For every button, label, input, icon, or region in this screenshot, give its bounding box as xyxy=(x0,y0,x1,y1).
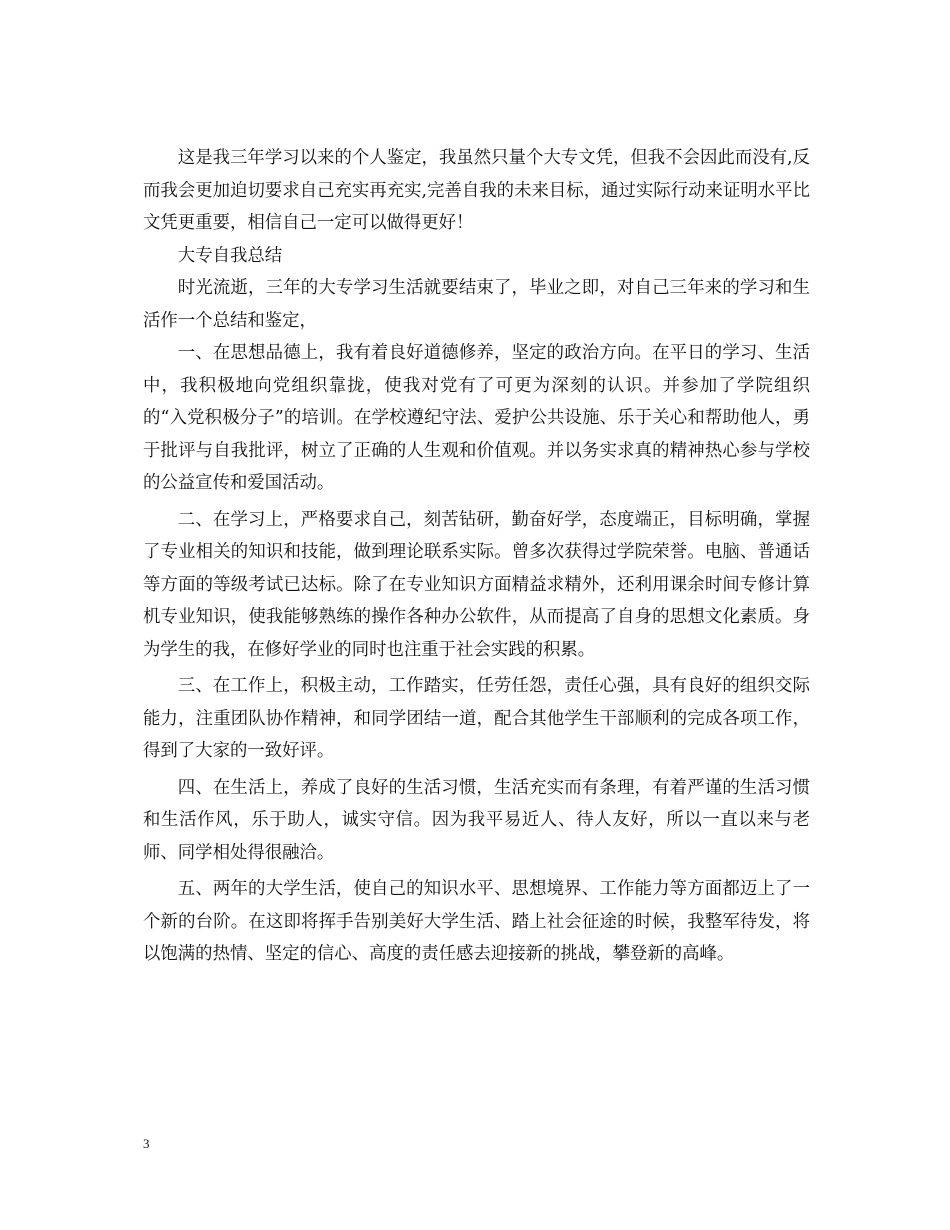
paragraph-life: 四、在生活上，养成了良好的生活习惯，生活充实而有条理，有着严谨的生活习惯和生活作风，乐于助人，诚实守信。因为我平易近人、待人友好，所以一直以来与老师、同学相处得很融洽。 xyxy=(143,777,810,863)
paragraph-work: 三、在工作上，积极主动，工作踏实，任劳任怨，责任心强，具有良好的组织交际能力，注重团队协作精神，和同学团结一道，配合其他学生干部顺利的完成各项工作，得到了大家的一致好评。 xyxy=(143,676,810,761)
paragraph-moral-character: 一、在思想品德上，我有着良好道德修养，坚定的政治方向。在平日的学习、生活中，我积极地向党组织靠拢，使我对党有了可更为深刻的认识。并参加了学院组织的“入党积极分子”的培训。在学校遵纪守法、爱护公共设施、乐于关心和帮助他人，勇于批评与自我批评，树立了正确的人生观和价值观。并以务实求真的精神热心参与学校的公益宣传和爱国活动。 xyxy=(143,343,810,493)
paragraph-summary: 五、两年的大学生活，使自己的知识水平、思想境界、工作能力等方面都迈上了一个新的台阶。在这即将挥手告别美好大学生活、踏上社会征途的时候，我整军待发，将以饱满的热情、坚定的信心、高度的责任感去迎接新的挑战，攀登新的高峰。 xyxy=(143,879,810,964)
paragraph-study: 二、在学习上，严格要求自己，刻苦钻研，勤奋好学，态度端正，目标明确，掌握了专业相关的知识和技能，做到理论联系实际。曾多次获得过学院荣誉。电脑、普通话等方面的等级考试已达标。除了在专业知识方面精益求精外，还利用课余时间专修计算机专业知识，使我能够熟练的操作各种办公软件，从而提高了自身的思想文化素质。身为学生的我，在修好学业的同时也注重于社会实践的积累。 xyxy=(143,509,810,660)
document-body xyxy=(143,142,810,971)
section-heading: 大专自我总结 xyxy=(177,245,283,266)
paragraph-intro: 时光流逝，三年的大专学习生活就要结束了，毕业之即，对自己三年来的学习和生活作一个总结和鉴定， xyxy=(143,278,810,331)
paragraph-closing-statement: 这是我三年学习以来的个人鉴定，我虽然只量个大专文凭，但我不会因此而没有,反而我会更加迫切要求自己充实再充实,完善自我的未来目标，通过实际行动来证明水平比文凭更重要，相信自己一定可以做得更好！ xyxy=(143,148,810,233)
page-number: 3 xyxy=(143,1136,150,1151)
